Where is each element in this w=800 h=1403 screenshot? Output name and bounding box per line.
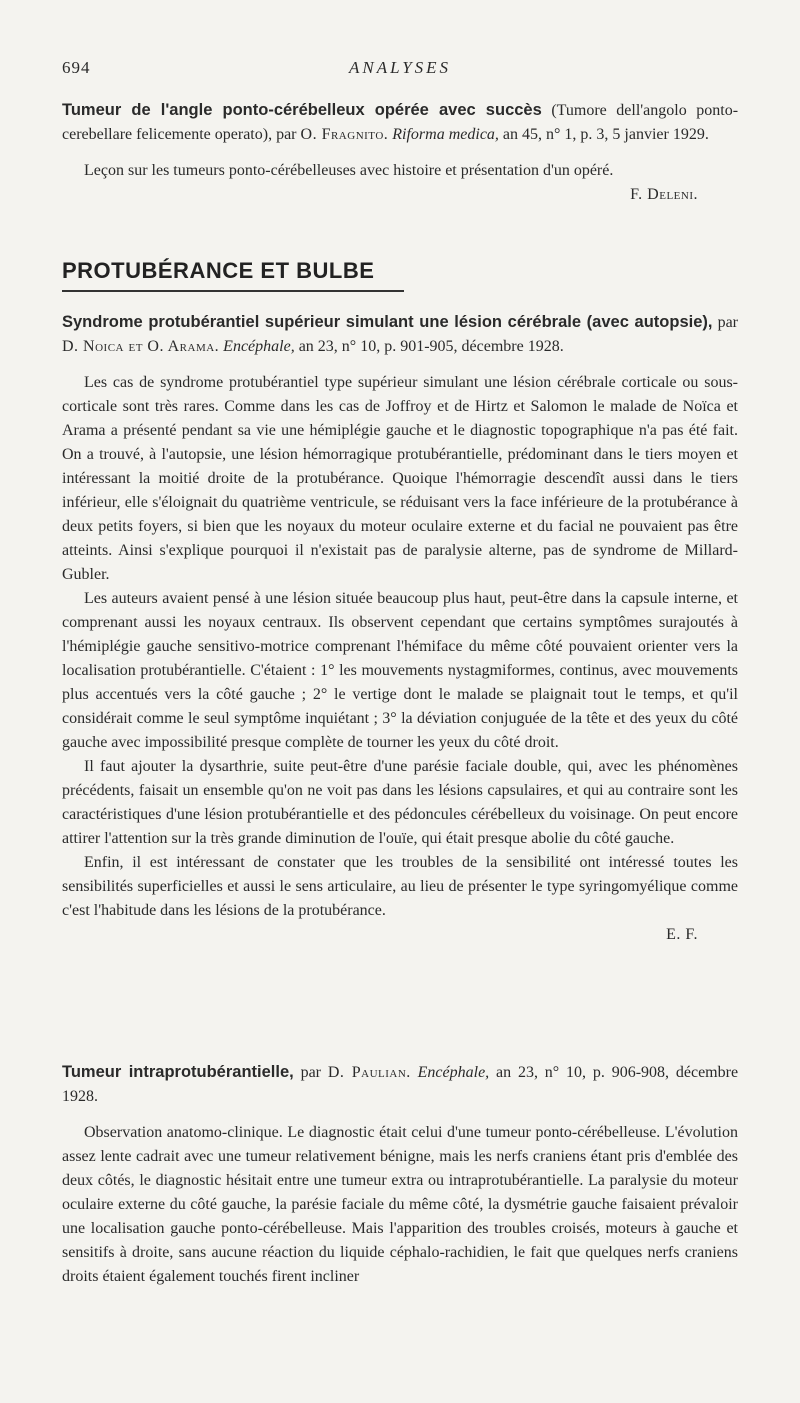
article-fragnito <box>62 98 738 207</box>
article-author: D. Noica et O. Arama. <box>62 338 220 355</box>
article-citation <box>62 98 738 147</box>
article-reference: an 45, n° 1, p. 3, 5 janvier 1929. <box>502 126 709 143</box>
body-paragraph: Observation anatomo-clinique. Le diagnostic était celui d'une tumeur ponto-cérébelleuse. L'évolution assez lente cadrait avec une tumeur relativement bénigne, mais les nerfs craniens étant pris d'emblée des deux côtés, le diagnostic hésitait entre une tumeur extra ou intraprotubérantielle. La paralysie du moteur oculaire externe du côté gauche, la parésie faciale du même côté, la dysmétrie gauche faisaient prévaloir une localisation gauche ponto-cérébelleuse. Mais l'apparition des troubles croisés, moteurs à gauche et sensitifs à droite, sans aucune réaction du liquide céphalo-rachidien, le fait que quelques nerfs craniens droits étaient également touchés firent incliner <box>62 1124 738 1285</box>
article-reference: an 23, n° 10, p. 906-908, décembre 1928. <box>62 1064 739 1105</box>
body-paragraph: Enfin, il est intéressant de constater que les troubles de la sensibilité ont intéressé toutes les sensibilités superficielles et aussi le sens articulaire, au lieu de présenter le type syringomyélique comme c'est l'habitude dans les lésions de la protubérance. <box>62 854 738 919</box>
article-journal: Encéphale, <box>223 338 295 355</box>
article-journal: Encéphale, <box>417 1064 490 1081</box>
section-heading: PROTUBÉRANCE ET BULBE <box>62 258 375 283</box>
article-citation <box>62 310 738 359</box>
article-signature: E. F. <box>666 926 698 943</box>
body-paragraph: Les auteurs avaient pensé à une lésion située beaucoup plus haut, peut-être dans la capsule interne, et comprenant aussi les noyaux centraux. Ils observent cependant que certains symptômes surajoutés à l'hémiplégie gauche sensitivo-motrice comprenant l'hémiface du même côté pouvaient orienter vers la localisation protubérantielle. C'étaient : 1° les mouvements nystagmiformes, continus, avec mouvements plus accentués vers la côté gauche ; 2° le vertige dont le malade se plaignait tout le temps, et qu'il considérait comme le seul symptôme inquiétant ; 3° la déviation conjuguée de la tête et des yeux du côté gauche avec impossibilité presque complète de tourner les yeux du côté droit. <box>62 590 738 751</box>
article-signature: F. Deleni. <box>630 186 698 203</box>
par-word: par <box>276 126 297 143</box>
article-paulian <box>62 1060 738 1289</box>
article-reference: an 23, n° 10, p. 901-905, décembre 1928. <box>298 338 564 355</box>
article-noica-arama <box>62 310 738 947</box>
par-word: par <box>717 314 738 331</box>
running-head: ANALYSES <box>348 58 452 77</box>
body-paragraph: Il faut ajouter la dysarthrie, suite peut-être d'une parésie faciale double, qui, avec les phénomènes précédents, faisait un ensemble qu'on ne voit pas dans les lésions capsulaires, et qui au contraire sont les caractéristiques d'une lésion protubérantielle et des pédoncules cérébelleux du voisinage. On peut encore attirer l'attention sur la très grande diminution de l'ouïe, qui était presque abolie du côté gauche. <box>62 758 738 847</box>
article-title: Tumeur de l'angle ponto-cérébelleux opérée avec succès <box>62 101 542 119</box>
heading-underline <box>62 290 404 292</box>
article-title: Tumeur intraprotubérantielle, <box>62 1063 294 1081</box>
article-author: O. Fragnito. <box>300 126 389 143</box>
article-citation <box>62 1060 738 1109</box>
article-subtitle: (Tumore dell'angolo ponto-cerebellare felicemente operato), <box>62 102 739 143</box>
article-body <box>62 371 738 923</box>
article-title: Syndrome protubérantiel supérieur simulant une lésion cérébrale (avec autopsie), <box>62 313 713 331</box>
article-author: D. Paulian. <box>327 1064 411 1081</box>
par-word: par <box>300 1064 322 1081</box>
article-journal: Riforma medica, <box>392 126 499 143</box>
page-header <box>62 58 738 82</box>
body-paragraph: Les cas de syndrome protubérantiel type supérieur simulant une lésion cérébrale corticale ou sous-corticale sont très rares. Comme dans les cas de Joffroy et de Hirtz et Salomon le malade de Noïca et Arama a présenté pendant sa vie une hémiplégie gauche et le diagnostic topographique n'a pas été fait. On a trouvé, à l'autopsie, une lésion hémorragique protubérantielle, prédominant dans le tiers moyen et intéressant la moitié droite de la protubérance. Quoique l'hémorragie descendît aussi dans le tiers inférieur, elle s'éloignait du quatrième ventricule, se réduisant vers la face inférieure de la protubérance à deux petits foyers, si bien que les noyaux du moteur oculaire externe et du facial ne pouvaient pas être atteints. Ainsi s'explique pourquoi il n'existait pas de paralysie alterne, pas de syndrome de Millard-Gubler. <box>62 374 738 583</box>
page-number: 694 <box>62 58 91 77</box>
article-body: Leçon sur les tumeurs ponto-cérébelleuses avec histoire et présentation d'un opéré. <box>84 162 614 179</box>
